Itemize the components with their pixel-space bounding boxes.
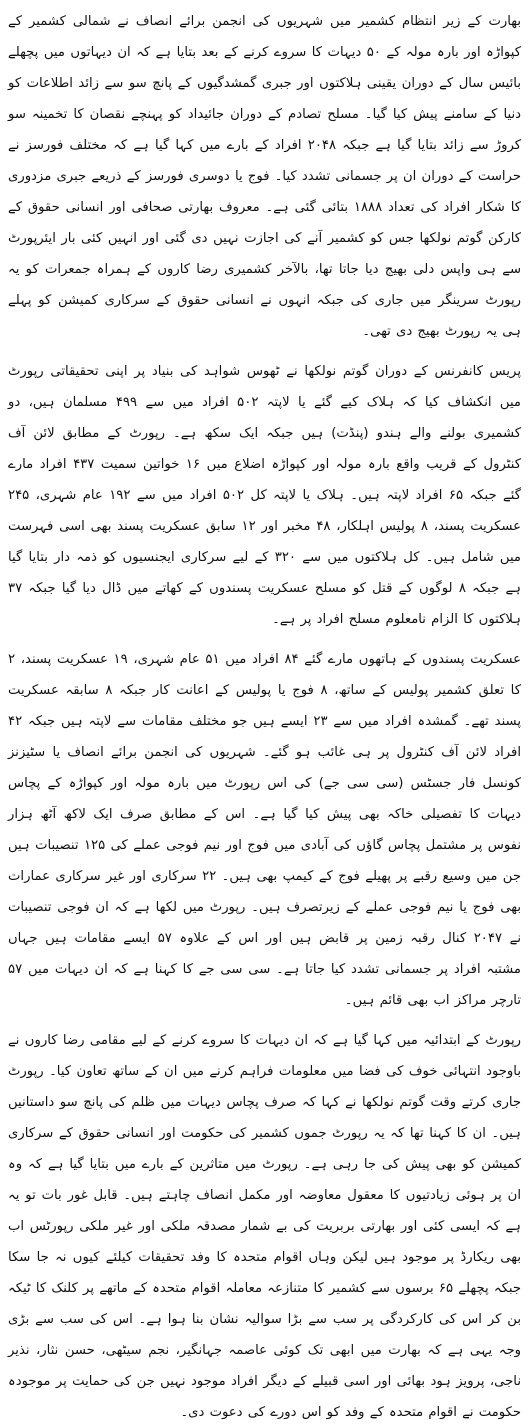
article-paragraph-4: رپورٹ کے ابتدائیہ میں کہا گیا ہے کہ ان دیہات کا سروے کرنے کے لیے مقامی رضا کاروں نے باوجود انتہائی خوف کی فضا میں معلومات فراہم کرنے میں ان کے ساتھ تعاون کیا۔ رپورٹ جاری کرتے وقت گوتم نولکھا نے کہا کہ صرف پچاس دیہات میں ظلم کی پانچ سو داستانیں ہیں۔ ان کا کہنا تھا کہ یہ رپورٹ جموں کشمیر کی حکومت اور انسانی حقوق کے سرکاری کمیشن کو بھی پیش کی جا رہی ہے۔ رپورٹ میں متاثرین کے بارے میں بتایا گیا ہے کہ وہ ان پر ہوئی زیادتیوں کا معقول معاوضہ اور مکمل انصاف چاہتے ہیں۔ قابل غور بات تو یہ ہے کہ ایسی کئی اور بھارتی بربریت کی بے شمار مصدقہ ملکی اور غیر ملکی رپورٹس اب بھی ریکارڈ پر موجود ہیں لیکن وہاں اقوام متحدہ کا وفد تحقیقات کیلئے کیوں نہ جا سکا جبکہ پچھلے ۶۵ برسوں سے کشمیر کا متنازعہ معاملہ اقوام متحدہ کے ماتھے پر کلنک کا ٹیکہ بن کر اس کی کارکردگی پر سب سے بڑا سوالیہ نشان بنا ہوا ہے۔ اس کی سب سے بڑی وجہ یہی ہے کہ بھارت میں ابھی تک کوئی عاصمہ جہانگیر، نجم سیٹھی، حسن نثار، نذیر ناجی، پرویز ہود بھائی اور اسی قبیلے کے دیگر افراد موجود نہیں جن کی حمایت پر موجودہ حکومت نے اقوام متحدہ کے وفد کو اس دورے کی دعوت دی۔	[8, 1033, 521, 1420]
article-paragraph-2: پریس کانفرنس کے دوران گوتم نولکھا نے ٹھوس شواہد کی بنیاد پر اپنی تحقیقاتی رپورٹ میں انکشاف کیا کہ ہلاک کیے گئے یا لاپتہ ۵۰۲ افراد میں سے ۴۹۹ مسلمان ہیں، دو کشمیری بولنے والے ہندو (پنڈت) ہیں جبکہ ایک سکھ ہے۔ رپورٹ کے مطابق لائن آف کنٹرول کے قریب واقع بارہ مولہ اور کپواڑہ اضلاع میں ۱۶ خواتین سمیت ۴۳۷ افراد مارے گئے جبکہ ۶۵ افراد لاپتہ ہیں۔ ہلاک یا لاپتہ کل ۵۰۲ افراد میں سے ۱۹۲ عام شہری، ۲۴۵ عسکریت پسند، ۸ پولیس اہلکار، ۴۸ مخبر اور ۱۲ سابق عسکریت پسند بھی اسی فہرست میں شامل ہیں۔ کل ہلاکتوں میں سے ۳۲۰ کے لیے سرکاری ایجنسیوں کو ذمہ دار بتایا گیا ہے جبکہ ۸ لوگوں کے قتل کو مسلح عسکریت پسندوں کے کھاتے میں ڈال دیا گیا جبکہ ۳۷ ہلاکتوں کا الزام نامعلوم مسلح افراد پر ہے۔	[8, 364, 522, 627]
article-paragraph-1: بھارت کے زیر انتظام کشمیر میں شہریوں کی انجمن برائے انصاف نے شمالی کشمیر کے کپواڑہ اور بارہ مولہ کے ۵۰ دیہات کا سروے کرنے کے بعد بتایا ہے کہ ان دیہاتوں میں پچھلے بائیس سال کے دوران یقینی ہلاکتوں اور جبری گمشدگیوں کے پانچ سو سے زائد اطلاعات کو دنیا کے سامنے پیش کیا گیا۔ مسلح تصادم کے دوران جائیداد کو پہنچے نقصان کا تخمینہ سو کروڑ سے زائد بتایا گیا ہے جبکہ ۲۰۴۸ افراد کے بارے میں کہا گیا ہے کہ مختلف فورسز نے حراست کے دوران ان پر جسمانی تشدد کیا۔ فوج یا دوسری فورسز کے ذریعے جبری مزدوری کا شکار افراد کی تعداد ۱۸۸۸ بتائی گئی ہے۔ معروف بھارتی صحافی اور انسانی حقوق کے کارکن گوتم نولکھا جس کو کشمیر آنے کی اجازت نہیں دی گئی اور انہیں کئی بار ایئرپورٹ سے ہی واپس دلی بھیج دیا جاتا تھا، بالآخر کشمیری رضا کاروں کے ہمراہ جمعرات کو یہ رپورٹ سرینگر میں جاری کی جبکہ انہوں نے انسانی حقوق کے سرکاری کمیشن کو پہلے ہی یہ رپورٹ بھیج دی تھی۔	[8, 14, 521, 339]
article-paragraph-3: عسکریت پسندوں کے ہاتھوں مارے گئے ۸۴ افراد میں ۵۱ عام شہری، ۱۹ عسکریت پسند، ۲ کا تعلق کشمیر پولیس کے ساتھ، ۸ فوج یا پولیس کے اعانت کار جبکہ ۸ سابقہ عسکریت پسند تھے۔ گمشدہ افراد میں سے ۲۳ ایسے ہیں جو مختلف مقامات سے لاپتہ ہیں جبکہ ۴۲ افراد لائن آف کنٹرول پر ہی غائب ہو گئے۔ شہریوں کی انجمن برائے انصاف یا سٹیزنز کونسل فار جسٹس (سی سی جے) کی اس رپورٹ میں بارہ مولہ اور کپواڑہ کے پچاس دیہات کا تفصیلی خاکہ بھی پیش کیا گیا ہے۔ اس کے مطابق صرف ایک لاکھ آٹھ ہزار نفوس پر مشتمل پچاس گاؤں کی آبادی میں فوج اور نیم فوجی عملے کی ۱۲۵ تنصیبات ہیں جن میں وسیع رقبے پر پھیلے فوج کے کیمپ بھی ہیں۔ ۲۲ سرکاری اور غیر سرکاری عمارات بھی فوج یا نیم فوجی عملے کے زیرتصرف ہیں۔ رپورٹ میں لکھا ہے کہ ان فوجی تنصیبات نے ۲۰۴۷ کنال رقبہ زمین پر قابض ہیں اور اس کے علاوہ ۵۷ ایسے مقامات ہیں جہاں مشتبہ افراد پر جسمانی تشدد کیا جاتا ہے۔ سی سی جے کا کہنا ہے کہ ان دیہات میں ۵۷ تارچر مراکز اب بھی قائم ہیں۔	[8, 652, 522, 1008]
